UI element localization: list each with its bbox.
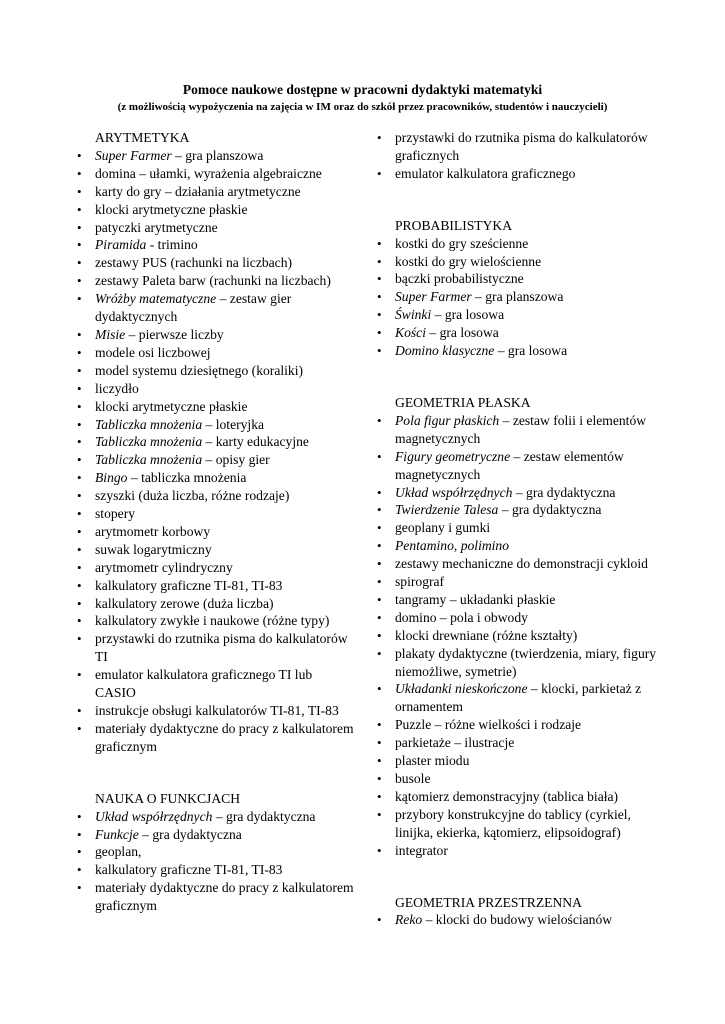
item-text: stopery <box>95 506 136 522</box>
bullet-icon: • <box>77 880 82 896</box>
list-item <box>376 609 661 627</box>
bullet-icon: • <box>377 912 382 928</box>
bullet-icon: • <box>77 273 82 289</box>
list-item <box>376 519 661 537</box>
bullet-icon: • <box>77 147 82 163</box>
list-item <box>376 555 661 573</box>
list-item <box>376 680 661 716</box>
list-item <box>376 129 661 165</box>
item-name-italic: Super Farmer <box>95 147 172 163</box>
section-spacer <box>376 183 661 217</box>
list-item <box>76 380 356 398</box>
bullet-icon: • <box>77 862 82 878</box>
bullet-icon: • <box>77 291 82 307</box>
bullet-icon: • <box>77 844 82 860</box>
list-item <box>376 788 661 806</box>
item-text: model systemu dziesiętnego (koraliki) <box>95 362 304 378</box>
list-item <box>76 843 356 861</box>
item-text: suwak logarytmiczny <box>95 541 212 557</box>
list-item <box>76 398 356 416</box>
list-item <box>76 183 356 201</box>
bullet-icon: • <box>77 362 82 378</box>
bullet-icon: • <box>377 271 382 287</box>
item-text: – gra losowa <box>431 307 505 323</box>
bullet-icon: • <box>377 235 382 251</box>
bullet-icon: • <box>377 289 382 305</box>
item-text: busole <box>395 771 431 786</box>
bullet-icon: • <box>77 631 82 647</box>
item-text: emulator kalkulatora graficznego <box>395 165 576 181</box>
bullet-icon: • <box>77 506 82 522</box>
bullet-icon: • <box>377 753 382 769</box>
document-subtitle: (z możliwością wypożyczenia na zajęcia w IM oraz do szkół przez pracowników, studentów i nauczycieli) <box>117 101 608 113</box>
item-text: szyszki (duża liczba, różne rodzaje) <box>95 488 290 504</box>
item-text: geoplany i gumki <box>395 520 491 536</box>
item-text: zestawy PUS (rachunki na liczbach) <box>95 255 293 271</box>
bullet-icon: • <box>377 735 382 751</box>
list-item <box>76 326 356 344</box>
item-text: kostki do gry sześcienne <box>395 235 529 251</box>
item-text: kalkulatory zwykłe i naukowe (różne typy) <box>95 613 330 629</box>
item-text: plaster miodu <box>395 753 470 769</box>
item-text: – gra losowa <box>494 343 568 359</box>
list-item <box>376 627 661 645</box>
bullet-icon: • <box>377 717 382 733</box>
section-heading-probabilistyka: PROBABILISTYKA <box>395 217 513 233</box>
list-item <box>76 541 356 559</box>
section-spacer <box>76 756 356 790</box>
list-item <box>376 734 661 752</box>
bullet-icon: • <box>77 452 82 468</box>
item-text: domino – pola i obwody <box>395 609 528 625</box>
bullet-icon: • <box>377 645 382 661</box>
list-item <box>76 433 356 451</box>
list-item <box>76 861 356 879</box>
item-text: plakaty dydaktyczne (twierdzenia, miary, figury niemożliwe, symetrie) <box>395 645 657 679</box>
list-item <box>76 219 356 237</box>
bullet-icon: • <box>77 703 82 718</box>
item-text: klocki arytmetyczne płaskie <box>95 201 248 217</box>
bullet-icon: • <box>377 130 382 145</box>
bullet-icon: • <box>377 591 382 607</box>
list-item <box>76 702 356 720</box>
bullet-icon: • <box>77 808 82 824</box>
list-item <box>376 752 661 770</box>
item-text: kostki do gry wielościenne <box>395 253 542 269</box>
bullet-icon: • <box>77 826 82 842</box>
item-text: spirograf <box>395 574 445 590</box>
item-text: parkietaże – ilustracje <box>395 735 515 751</box>
item-name-italic: Pola figur płaskich <box>395 412 500 428</box>
bullet-icon: • <box>377 681 382 697</box>
bullet-icon: • <box>377 307 382 323</box>
bullet-icon: • <box>77 165 82 181</box>
document-title: Pomoce naukowe dostępne w pracowni dydaktyki matematyki <box>182 82 543 97</box>
list-item <box>76 559 356 577</box>
item-text: bączki probabilistyczne <box>395 271 524 287</box>
list-item <box>76 272 356 290</box>
item-text: kalkulatory graficzne TI-81, TI-83 <box>95 577 283 593</box>
list-item <box>76 416 356 434</box>
section-heading-arytmetyka: ARYTMETYKA <box>95 130 190 145</box>
bullet-icon: • <box>377 627 382 643</box>
section-spacer <box>376 360 661 394</box>
item-name-italic: Tabliczka mnożenia <box>95 416 203 432</box>
item-name-italic: Funkcje <box>95 826 139 842</box>
section-heading-geometria-plaska: GEOMETRIA PŁASKA <box>395 394 531 410</box>
bullet-icon: • <box>77 201 82 217</box>
item-name-italic: Układ współrzędnych <box>95 808 213 824</box>
item-text: klocki arytmetyczne płaskie <box>95 398 248 414</box>
item-text: geoplan, <box>95 844 142 860</box>
list-item <box>76 577 356 595</box>
list-item <box>76 469 356 487</box>
item-text: zestawy Paleta barw (rachunki na liczbach) <box>95 273 331 289</box>
list-item <box>76 666 356 702</box>
list-item <box>376 501 661 519</box>
list-item <box>376 842 661 860</box>
bullet-icon: • <box>377 609 382 625</box>
list-item <box>376 645 661 681</box>
item-text: karty do gry – działania arytmetyczne <box>95 183 301 199</box>
item-name-italic: Super Farmer <box>395 289 472 305</box>
bullet-icon: • <box>377 520 382 536</box>
bullet-icon: • <box>377 325 382 341</box>
bullet-icon: • <box>77 577 82 593</box>
item-text: – gra planszowa <box>471 289 564 305</box>
item-text: kalkulatory zerowe (duża liczba) <box>95 595 274 611</box>
bullet-icon: • <box>377 538 382 554</box>
list-item <box>376 412 661 448</box>
item-text: kalkulatory graficzne TI-81, TI-83 <box>95 862 283 878</box>
item-name-italic: Domino klasyczne <box>395 343 495 359</box>
bullet-icon: • <box>77 434 82 450</box>
section-spacer <box>376 860 661 894</box>
left-column <box>76 129 356 915</box>
item-text: tangramy – układanki płaskie <box>395 591 556 607</box>
list-item <box>76 879 356 915</box>
right-column <box>376 129 661 929</box>
item-name-italic: Układanki nieskończone <box>395 681 528 697</box>
bullet-icon: • <box>77 470 82 486</box>
bullet-icon: • <box>377 448 382 464</box>
item-text: modele osi liczbowej <box>95 344 211 360</box>
bullet-icon: • <box>77 344 82 360</box>
list-item <box>76 290 356 326</box>
item-text: – zestaw gier dydaktycznych <box>95 291 292 325</box>
bullet-icon: • <box>77 326 82 342</box>
bullet-icon: • <box>77 219 82 235</box>
item-text: materiały dydaktyczne do pracy z kalkulatorem graficznym <box>95 720 354 754</box>
item-text: instrukcje obsługi kalkulatorów TI-81, TI-83 <box>95 703 339 718</box>
item-name-italic: Świnki <box>395 307 432 323</box>
bullet-icon: • <box>77 667 82 683</box>
bullet-icon: • <box>377 484 382 500</box>
list-item <box>376 324 661 342</box>
item-text: domina – ułamki, wyrażenia algebraiczne <box>95 165 322 181</box>
list-item <box>376 288 661 306</box>
list-item <box>76 612 356 630</box>
list-item <box>376 770 661 788</box>
bullet-icon: • <box>377 502 382 518</box>
list-item <box>376 716 661 734</box>
bullet-icon: • <box>77 255 82 271</box>
item-text: przystawki do rzutnika pisma do kalkulatorów graficznych <box>395 130 648 163</box>
bullet-icon: • <box>77 613 82 629</box>
bullet-icon: • <box>377 253 382 269</box>
list-item <box>76 487 356 505</box>
bullet-icon: • <box>377 165 382 181</box>
item-text: kątomierz demonstracyjny (tablica biała) <box>395 788 619 804</box>
item-text: – gra losowa <box>425 325 499 341</box>
list-item <box>76 147 356 165</box>
bullet-icon: • <box>377 556 382 572</box>
list-item <box>376 342 661 360</box>
list-item <box>76 505 356 523</box>
item-text: – loteryjka <box>202 416 265 432</box>
item-name-italic: Wróżby matematyczne <box>95 291 217 307</box>
bullet-icon: • <box>77 720 82 736</box>
item-name-italic: Tabliczka mnożenia <box>95 434 203 450</box>
item-name-italic: Piramida <box>95 237 147 253</box>
item-text: Puzzle – różne wielkości i rodzaje <box>395 717 582 733</box>
list-item <box>76 523 356 541</box>
bullet-icon: • <box>77 183 82 199</box>
item-text: – klocki, parkietaż z ornamentem <box>395 681 642 715</box>
list-item <box>76 201 356 219</box>
list-item <box>376 484 661 502</box>
item-text: przystawki do rzutnika pisma do kalkulatorów TI <box>95 631 348 665</box>
item-text: – gra planszowa <box>171 147 264 163</box>
item-text: liczydło <box>95 380 139 396</box>
list-item <box>376 911 661 929</box>
list-item <box>76 451 356 469</box>
item-text: klocki drewniane (różne kształty) <box>395 627 578 643</box>
list-item <box>376 537 661 555</box>
item-text: przybory konstrukcyjne do tablicy (cyrkiel, linijka, ekierka, kątomierz, elipsoidograf) <box>395 806 631 840</box>
bullet-icon: • <box>77 523 82 539</box>
list-item <box>76 595 356 613</box>
bullet-icon: • <box>77 541 82 557</box>
bullet-icon: • <box>77 237 82 253</box>
item-text: emulator kalkulatora graficznego TI lub CASIO <box>95 667 313 701</box>
item-text: materiały dydaktyczne do pracy z kalkulatorem graficznym <box>95 880 354 914</box>
item-text: – gra dydaktyczna <box>212 808 316 824</box>
section-heading-nauka-o-funkcjach: NAUKA O FUNKCJACH <box>95 790 241 806</box>
item-name-italic: Bingo <box>95 470 128 486</box>
bullet-icon: • <box>77 595 82 611</box>
item-text: – gra dydaktyczna <box>138 826 242 842</box>
list-item <box>376 165 661 183</box>
list-item <box>376 806 661 842</box>
list-item <box>376 253 661 271</box>
item-text: - trimino <box>146 237 198 253</box>
list-item <box>376 306 661 324</box>
list-item <box>76 808 356 826</box>
item-text: – zestaw elementów magnetycznych <box>395 448 624 482</box>
item-name-italic: Tabliczka mnożenia <box>95 452 203 468</box>
item-text: – pierwsze liczby <box>125 326 224 342</box>
bullet-icon: • <box>377 412 382 428</box>
list-item <box>376 573 661 591</box>
item-text: – tabliczka mnożenia <box>127 470 247 486</box>
bullet-icon: • <box>377 788 382 804</box>
item-text: – opisy gier <box>202 452 270 468</box>
item-name-italic: Reko <box>395 912 423 928</box>
list-item <box>376 235 661 253</box>
bullet-icon: • <box>377 771 382 786</box>
item-text: integrator <box>395 842 448 858</box>
bullet-icon: • <box>77 398 82 414</box>
bullet-icon: • <box>377 806 382 822</box>
item-text: – karty edukacyjne <box>202 434 309 450</box>
list-item <box>76 254 356 272</box>
list-item <box>76 826 356 844</box>
item-name-italic: Misie <box>95 326 126 342</box>
item-text: arytmometr korbowy <box>95 523 211 539</box>
item-text: – gra dydaktyczna <box>498 502 602 518</box>
list-item <box>76 165 356 183</box>
bullet-icon: • <box>77 559 82 575</box>
item-text: – klocki do budowy wielościanów <box>422 912 613 928</box>
item-text: arytmometr cylindryczny <box>95 559 233 575</box>
item-name-italic: Układ współrzędnych <box>395 484 513 500</box>
bullet-icon: • <box>377 574 382 590</box>
list-item <box>376 270 661 288</box>
list-item <box>376 591 661 609</box>
item-text: – zestaw folii i elementów magnetycznych <box>395 412 647 446</box>
item-name-italic: Figury geometryczne <box>395 448 511 464</box>
item-name-italic: Kości <box>395 325 426 341</box>
list-item <box>76 720 356 756</box>
bullet-icon: • <box>77 380 82 396</box>
bullet-icon: • <box>377 343 382 359</box>
bullet-icon: • <box>77 416 82 432</box>
list-item <box>76 362 356 380</box>
item-name-italic: Twierdzenie Talesa <box>395 502 499 518</box>
item-text: – gra dydaktyczna <box>512 484 616 500</box>
list-item <box>76 344 356 362</box>
item-text: zestawy mechaniczne do demonstracji cykloid <box>395 556 648 572</box>
item-name-italic: Pentamino, polimino <box>395 538 510 554</box>
bullet-icon: • <box>77 488 82 504</box>
section-heading-geometria-przestrzenna: GEOMETRIA PRZESTRZENNA <box>395 894 582 910</box>
bullet-icon: • <box>377 842 382 858</box>
list-item <box>76 630 356 666</box>
list-item <box>76 236 356 254</box>
list-item <box>376 448 661 484</box>
item-text: patyczki arytmetyczne <box>95 219 218 235</box>
